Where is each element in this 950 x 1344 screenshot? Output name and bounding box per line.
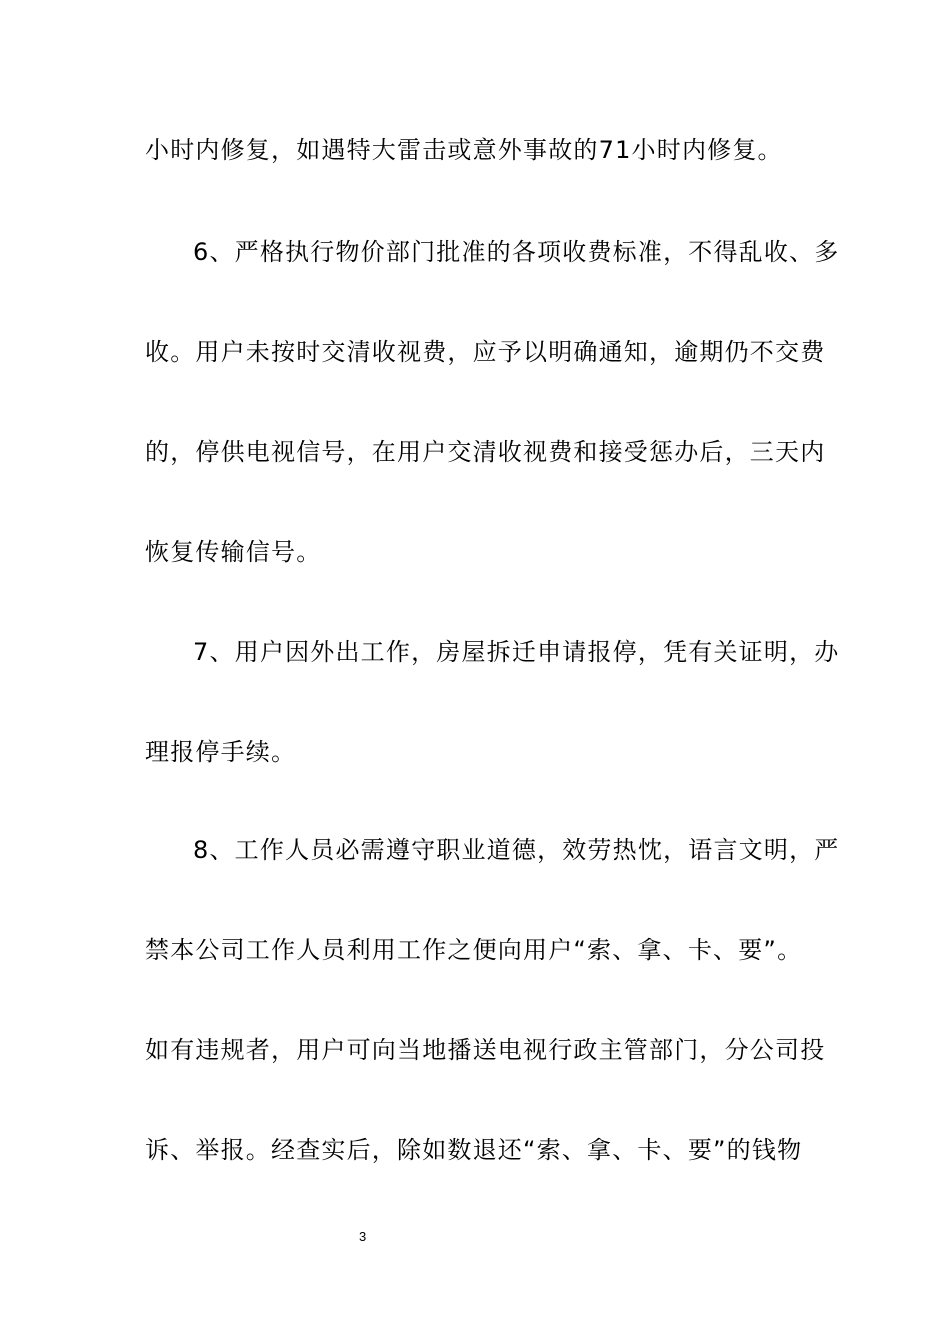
text-line-3: 收。用户未按时交清收视费，应予以明确通知，逾期仍不交费 (145, 338, 826, 366)
text-line-6: 7、用户因外出工作，房屋拆迁申请报停，凭有关证明，办 (193, 638, 840, 666)
text-line-11: 诉、举报。经查实后，除如数退还“索、拿、卡、要”的钱物 (145, 1136, 803, 1164)
text-line-5: 恢复传输信号。 (145, 538, 322, 566)
text-line-8: 8、工作人员必需遵守职业道德，效劳热忱，语言文明，严 (193, 836, 840, 864)
text-line-7: 理报停手续。 (145, 738, 297, 766)
text-line-10: 如有违规者，用户可向当地播送电视行政主管部门，分公司投 (145, 1036, 826, 1064)
text-line-9: 禁本公司工作人员利用工作之便向用户“索、拿、卡、要”。 (145, 936, 803, 964)
text-line-1: 小时内修复，如遇特大雷击或意外事故的71小时内修复。 (145, 136, 783, 164)
text-line-4: 的，停供电视信号，在用户交清收视费和接受惩办后，三天内 (145, 438, 826, 466)
text-line-2: 6、严格执行物价部门批准的各项收费标准，不得乱收、多 (193, 238, 840, 266)
page-number: 3 (359, 1229, 367, 1244)
